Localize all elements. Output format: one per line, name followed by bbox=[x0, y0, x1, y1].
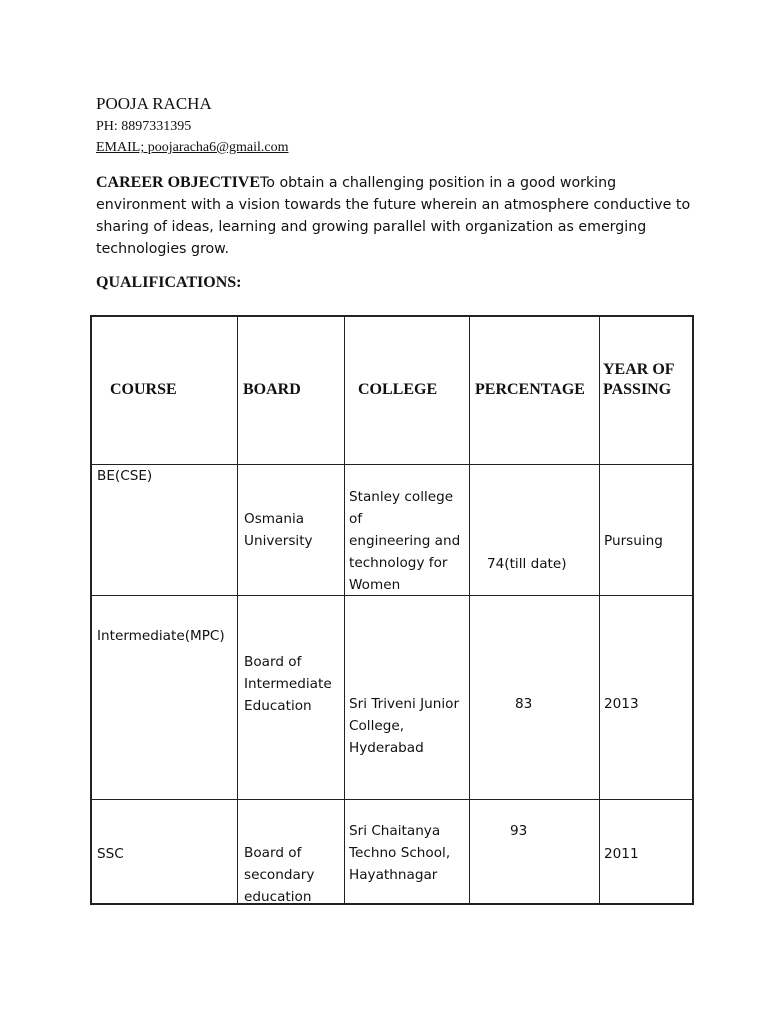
header-year-of-passing: YEAR OF PASSING bbox=[603, 361, 675, 398]
qualifications-table bbox=[90, 315, 694, 905]
career-objective-text: To obtain a challenging position in a good working environment with a vision towards the future wherein an atmosphere conductive to sharing of ideas, learning and growing parallel with organization as emerging technologies grow. bbox=[96, 175, 691, 257]
table-cell-percentage: 93 bbox=[510, 823, 528, 839]
header-percentage: PERCENTAGE bbox=[475, 381, 585, 398]
phone-number: PH: 8897331395 bbox=[96, 119, 192, 134]
header-course: COURSE bbox=[110, 381, 177, 398]
table-cell-college: Sri Triveni Junior College, Hyderabad bbox=[349, 696, 460, 756]
header-college: COLLEGE bbox=[358, 381, 438, 398]
table-cell-course: BE(CSE) bbox=[97, 468, 153, 484]
table-divider bbox=[599, 317, 600, 903]
table-divider bbox=[344, 317, 345, 903]
table-cell-year: 2013 bbox=[604, 696, 639, 712]
table-divider bbox=[237, 317, 238, 903]
table-cell-board: Board of secondary education bbox=[244, 845, 315, 905]
qualifications-title: QUALIFICATIONS: bbox=[96, 274, 242, 291]
table-cell-year: Pursuing bbox=[604, 533, 663, 549]
table-cell-college: Sri Chaitanya Techno School, Hayathnagar bbox=[349, 823, 451, 883]
candidate-name: POOJA RACHA bbox=[96, 94, 212, 113]
table-cell-percentage: 83 bbox=[515, 696, 533, 712]
table-cell-course: Intermediate(MPC) bbox=[97, 628, 225, 644]
table-divider bbox=[92, 799, 692, 800]
table-divider bbox=[92, 464, 692, 465]
career-objective-label: CAREER OBJECTIVE bbox=[96, 174, 261, 191]
table-cell-year: 2011 bbox=[604, 846, 639, 862]
email-address[interactable]: EMAIL; poojaracha6@gmail.com bbox=[96, 140, 289, 155]
table-cell-percentage: 74(till date) bbox=[487, 556, 567, 572]
table-cell-college: Stanley college of engineering and technology for Women bbox=[349, 489, 461, 593]
table-cell-board: Board of Intermediate Education bbox=[244, 654, 332, 714]
table-cell-board: Osmania University bbox=[244, 511, 313, 549]
career-objective bbox=[96, 172, 696, 260]
table-cell-course: SSC bbox=[97, 846, 124, 862]
table-divider bbox=[469, 317, 470, 903]
header-board: BOARD bbox=[243, 381, 301, 398]
